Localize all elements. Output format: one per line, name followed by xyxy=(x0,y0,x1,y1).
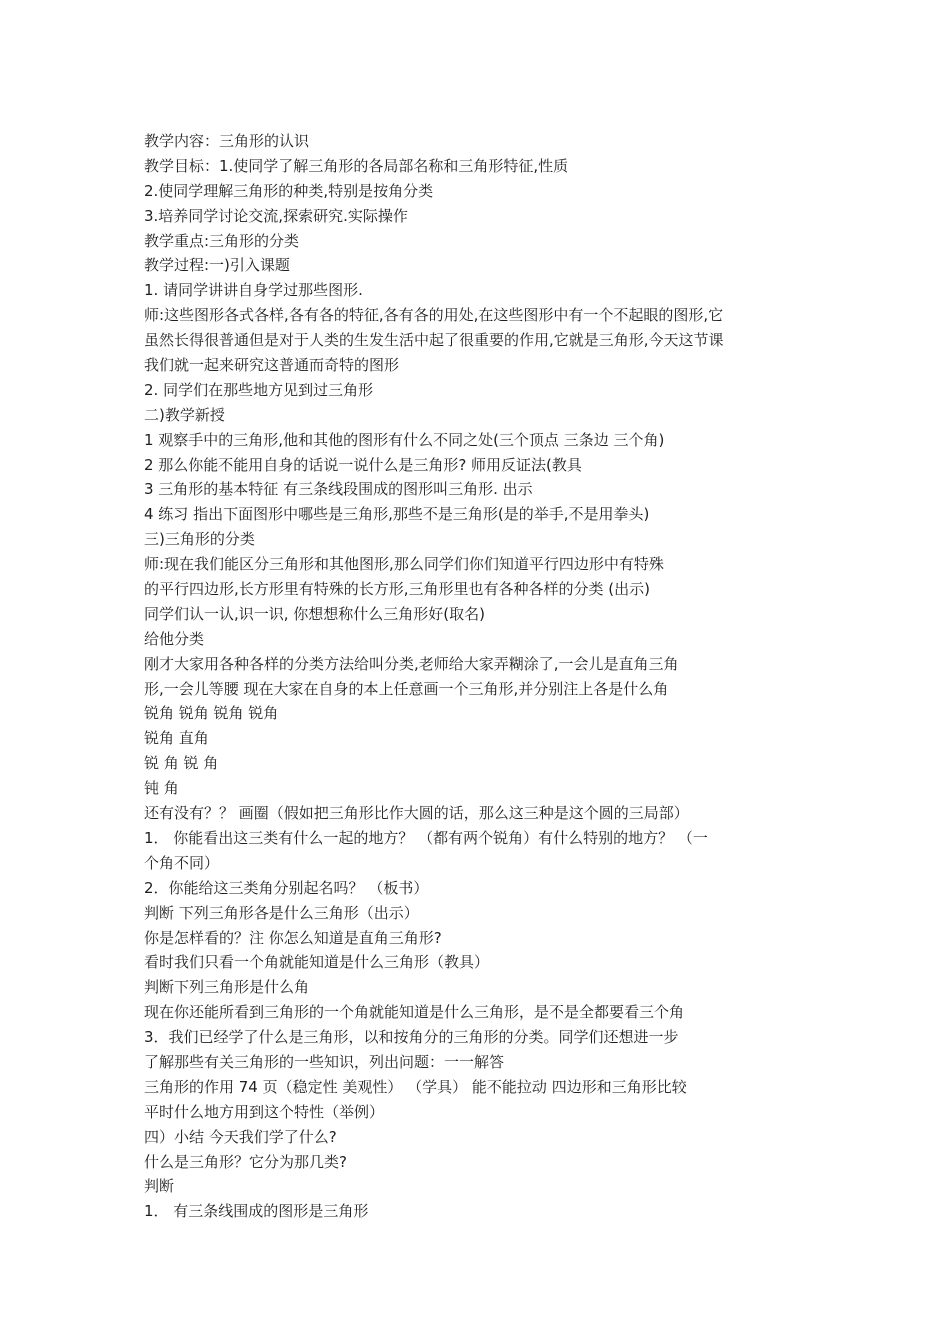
text-line: 教学重点:三角形的分类 xyxy=(144,231,300,250)
text-line: 锐角 锐角 锐角 锐角 xyxy=(144,704,279,723)
text-line: 3．我们已经学了什么是三角形，以和按角分的三角形的分类。同学们还想进一步 xyxy=(144,1028,679,1047)
text-line: 你是怎样看的？注 你怎么知道是直角三角形? xyxy=(144,928,442,947)
text-line: 了解那些有关三角形的一些知识，列出问题：一一解答 xyxy=(144,1052,505,1071)
text-line: 师:这些图形各式各样,各有各的特征,各有各的用处,在这些图形中有一个不起眼的图形,它 xyxy=(144,306,724,325)
text-line: 锐角 直角 xyxy=(144,729,209,748)
text-line: 1． 你能看出这三类有什么一起的地方？ （都有两个锐角）有什么特别的地方？ （一 xyxy=(144,828,708,847)
text-line: 2. 同学们在那些地方见到过三角形 xyxy=(144,380,374,399)
text-line: 2.使同学理解三角形的种类,特别是按角分类 xyxy=(144,181,434,200)
text-line: 个角不同） xyxy=(144,853,220,872)
text-line: 四）小结 今天我们学了什么? xyxy=(144,1127,337,1146)
text-line: 还有没有？？ 画圈（假如把三角形比作大圆的话，那么这三种是这个圆的三局部） xyxy=(144,804,689,823)
text-line: 判断 下列三角形各是什么三角形（出示） xyxy=(144,903,419,922)
text-line: 教学内容：三角形的认识 xyxy=(144,132,310,150)
text-line: 1 观察手中的三角形,他和其他的图形有什么不同之处(三个顶点 三条边 三个角) xyxy=(144,430,665,449)
text-line: 教学目标：1.使同学了解三角形的各局部名称和三角形特征,性质 xyxy=(144,156,569,175)
text-line: 判断 xyxy=(144,1177,175,1196)
text-line: 2 那么你能不能用自身的话说一说什么是三角形? 师用反证法(教具 xyxy=(144,455,582,474)
text-line: 看时我们只看一个角就能知道是什么三角形（教具） xyxy=(144,953,490,972)
text-line: 三角形的作用 74 页（稳定性 美观性） （学具） 能不能拉动 四边形和三角形比较 xyxy=(144,1077,687,1096)
text-line: 形,一会儿等腰 现在大家在自身的本上任意画一个三角形,并分别注上各是什么角 xyxy=(144,679,669,698)
text-line: 给他分类 xyxy=(144,629,205,648)
text-line: 教学过程:一)引入课题 xyxy=(144,256,290,275)
text-line: 3 三角形的基本特征 有三条线段围成的图形叫三角形. 出示 xyxy=(144,480,533,499)
text-line: 1. 请同学讲讲自身学过那些图形. xyxy=(144,281,363,300)
text-line: 现在你还能所看到三角形的一个角就能知道是什么三角形，是不是全都要看三个角 xyxy=(144,1003,685,1022)
text-line: 什么是三角形？它分为那几类? xyxy=(144,1152,347,1171)
text-line: 三)三角形的分类 xyxy=(144,530,255,549)
text-line: 2．你能给这三类角分别起名吗？ （板书） xyxy=(144,878,429,897)
text-line: 师:现在我们能区分三角形和其他图形,那么同学们你们知道平行四边形中有特殊 xyxy=(144,555,664,574)
document-body xyxy=(144,129,824,1224)
text-line: 1． 有三条线围成的图形是三角形 xyxy=(144,1202,369,1221)
text-line: 虽然长得很普通但是对于人类的生发生活中起了很重要的作用,它就是三角形,今天这节课 xyxy=(144,331,724,350)
text-line: 二)教学新授 xyxy=(144,405,225,424)
text-line: 同学们认一认,识一识, 你想想称什么三角形好(取名) xyxy=(144,604,486,623)
text-line: 3.培养同学讨论交流,探索研究.实际操作 xyxy=(144,206,408,225)
text-line: 刚才大家用各种各样的分类方法给叫分类,老师给大家弄糊涂了,一会儿是直角三角 xyxy=(144,654,679,673)
text-line: 的平行四边形,长方形里有特殊的长方形,三角形里也有各种各样的分类 (出示) xyxy=(144,580,651,599)
text-line: 平时什么地方用到这个特性（举例） xyxy=(144,1102,385,1121)
text-line: 4 练习 指出下面图形中哪些是三角形,那些不是三角形(是的举手,不是用拳头) xyxy=(144,505,650,524)
text-line: 我们就一起来研究这普通而奇特的图形 xyxy=(144,356,400,375)
text-line: 钝 角 xyxy=(144,779,179,798)
text-line: 判断下列三角形是什么角 xyxy=(144,978,310,997)
text-line: 锐 角 锐 角 xyxy=(144,754,219,773)
